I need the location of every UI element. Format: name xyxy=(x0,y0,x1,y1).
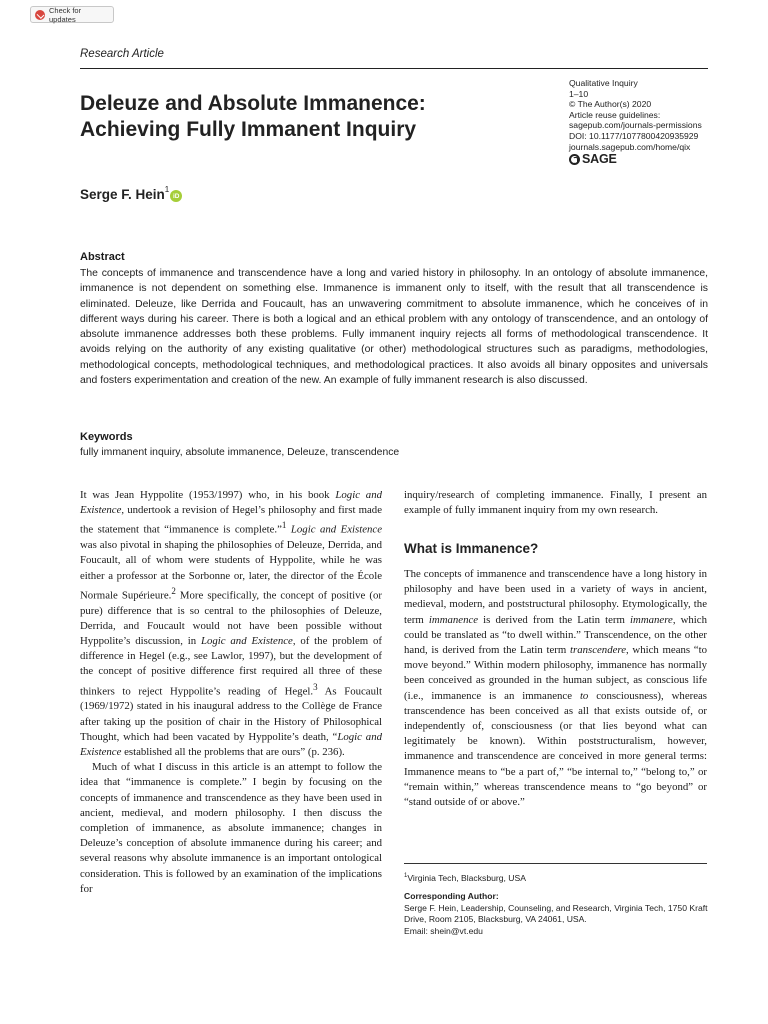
term: transcendere xyxy=(570,644,626,657)
update-check-icon xyxy=(35,10,45,20)
check-for-updates-label: Check for updates xyxy=(49,5,82,24)
book-title: Logic and Existence xyxy=(200,635,293,648)
footnote-ref[interactable]: 3 xyxy=(313,681,318,692)
corresponding-email[interactable]: Email: shein@vt.edu xyxy=(404,925,483,936)
publisher-logo xyxy=(569,154,719,165)
header-rule xyxy=(80,68,708,69)
text-run: , undertook a revision of Hegel’s philosophy and first made the statement that “immanence is complete.” xyxy=(80,504,382,536)
book-title: Logic and Existence xyxy=(80,730,382,759)
abstract-text: The concepts of immanence and transcendence have a long and varied history in philosophy. In an ontology of absolute immanence, immanence is not dependent on something else. Immanence is immanent only to itself, with the result that all transcendence is eliminated. Deleuze, like Derrida and Foucault, has an unwavering commitment to absolute immanence, which he conceives of in different ways during his career. There is both a logical and an ethical problem with any ontology of transcendence, and an ontology of absolute immanence addresses both these problems. Fully immanent inquiry rejects all forms of methodological transcendence. It avoids relying on the authority of any existing qualitative (or other) methodological structures such as paradigms, methodologies, methodological concepts, methodological techniques, and methodological practices. It also avoids all binary opposites and universals and fosters experimentation and creation of the new. An example of fully immanent research is also discussed. xyxy=(80,268,708,387)
corresponding-address: Serge F. Hein, Leadership, Counseling, and Research, Virginia Tech, 1750 Kraft Drive, Room 2105, Blacksburg, VA 24061, USA. xyxy=(404,903,708,925)
text-run: More specifically, the concept of positive (or pure) difference that is so central to the philosophies of Deleuze, Derrida, and Foucault would not have been possible without Hyppolite’s discussion, in xyxy=(80,589,382,648)
body-right-column xyxy=(404,567,707,810)
publisher-name: SAGE xyxy=(582,152,617,167)
doi[interactable]: DOI: 10.1177/1077800420935929 xyxy=(569,130,699,141)
sage-logo-icon xyxy=(569,154,580,165)
text-run: As Foucault (1969/1972) stated in his inaugural address to the Collège de France after taking up the position of chair in the History of Philosophical Thought, which had been vacated by Hyppolite’s death, “ xyxy=(80,685,382,743)
page-range: 1–10 xyxy=(569,88,589,99)
body-paragraph xyxy=(404,567,707,810)
title-line-2: Achieving Fully Immanent Inquiry xyxy=(80,118,417,141)
abstract-heading: Abstract xyxy=(80,251,125,263)
article-type: Research Article xyxy=(80,48,164,60)
text-run: , which could be translated as “to dwell within.” Transcendence, on the other hand, is derived from the Latin term xyxy=(404,613,707,657)
text-run: established all the problems that are ours” (p. 236). xyxy=(121,746,345,759)
book-title: Logic and Existence xyxy=(80,489,382,517)
title-line-1: Deleuze and Absolute Immanence: xyxy=(80,92,426,115)
footnote-ref[interactable]: 2 xyxy=(171,585,176,596)
footnote-rule xyxy=(404,863,707,864)
reuse-guidelines: Article reuse guidelines: xyxy=(569,109,661,120)
article-title xyxy=(80,91,550,143)
keywords-text: fully immanent inquiry, absolute immanence, Deleuze, transcendence xyxy=(80,447,400,458)
orcid-icon[interactable]: iD xyxy=(170,190,182,202)
author-line xyxy=(80,187,182,202)
author-name: Serge F. Hein xyxy=(80,187,165,202)
journal-meta xyxy=(569,78,719,165)
text-run: It was Jean Hyppolite (1953/1997) who, in his book xyxy=(80,489,336,501)
body-right-column-top xyxy=(404,488,707,518)
text-run: was also pivotal in shaping the philosophies of Deleuze, Derrida, and Foucault, all of whom were students of Hyppolite, while he was either a professor at the Sorbonne or, later, the director of the École Normale Supérieure. xyxy=(80,539,382,602)
journal-name: Qualitative Inquiry xyxy=(569,78,638,88)
body-paragraph: inquiry/research of completing immanence. Finally, I present an example of fully immanent inquiry from my own research. xyxy=(404,489,707,517)
permissions-link[interactable]: sagepub.com/journals-permissions xyxy=(569,120,702,131)
text-run: , which means “to move beyond.” Within modern philosophy, immanence has normally been conceived as grounded in the human subject, as conscious life (i.e., immanence is an immanence xyxy=(404,644,707,702)
keywords-heading: Keywords xyxy=(80,431,133,443)
footnote-ref[interactable]: 1 xyxy=(281,520,287,531)
corresponding-author-heading: Corresponding Author: xyxy=(404,891,499,901)
body-paragraph: Much of what I discuss in this article is an attempt to follow the idea that “immanence is complete.” I begin by focusing on the concepts of immanence and transcendence as they have been used in ancient, medieval, and modern philosophy. I then discuss the completion of immanence, as absolute immanence; changes in Deleuze’s conception of absolute immanence during his career; and several reasons why absolute immanence is an important ontological consideration. This is followed by an examination of the implications for xyxy=(80,761,382,895)
affiliation-note xyxy=(404,871,714,884)
text-run: is derived from the Latin term xyxy=(478,613,631,626)
text-run: , of the problem of difference in Hegel (e.g., see Lawlor, 1997), but the development of the concept of positive difference first required all three of these thinkers to reject Hyppolite’s reading of Hegel. xyxy=(80,635,383,698)
copyright: © The Author(s) 2020 xyxy=(569,99,652,110)
affil-mark: 1 xyxy=(404,873,408,879)
corresponding-author-details xyxy=(404,903,710,937)
text-run: consciousness), whereas transcendence has been conceived as all that exists outside of, or independently of, consciousness (or that lies beyond what can legitimately be known). Within poststructuralism, however, immanence and transcendence are conceived in more general terms: Immanence means to “be a part of,” “be internal to,” “belong to,” or “remain within,” whereas transcendence means to “go beyond” or “stand outside of or above.” xyxy=(404,689,707,809)
body-paragraph xyxy=(80,488,382,760)
author-affil-mark: 1 xyxy=(164,185,170,194)
section-heading: What is Immanence? xyxy=(404,541,539,556)
journal-home-link[interactable]: journals.sagepub.com/home/qix xyxy=(569,141,691,152)
body-left-column xyxy=(80,488,382,897)
term: immanere xyxy=(630,613,673,626)
check-for-updates-badge[interactable] xyxy=(30,6,114,23)
affiliation-text: Virginia Tech, Blacksburg, USA xyxy=(407,872,526,883)
text-run: The concepts of immanence and transcendence have a long history in philosophy and have been used in a variety of ways in ancient, medieval, modern, and poststructural philosophy. Etymologically, the term xyxy=(404,568,707,626)
term: immanence xyxy=(428,613,479,626)
term: to xyxy=(579,689,589,702)
book-title: Logic and Existence xyxy=(290,524,382,536)
